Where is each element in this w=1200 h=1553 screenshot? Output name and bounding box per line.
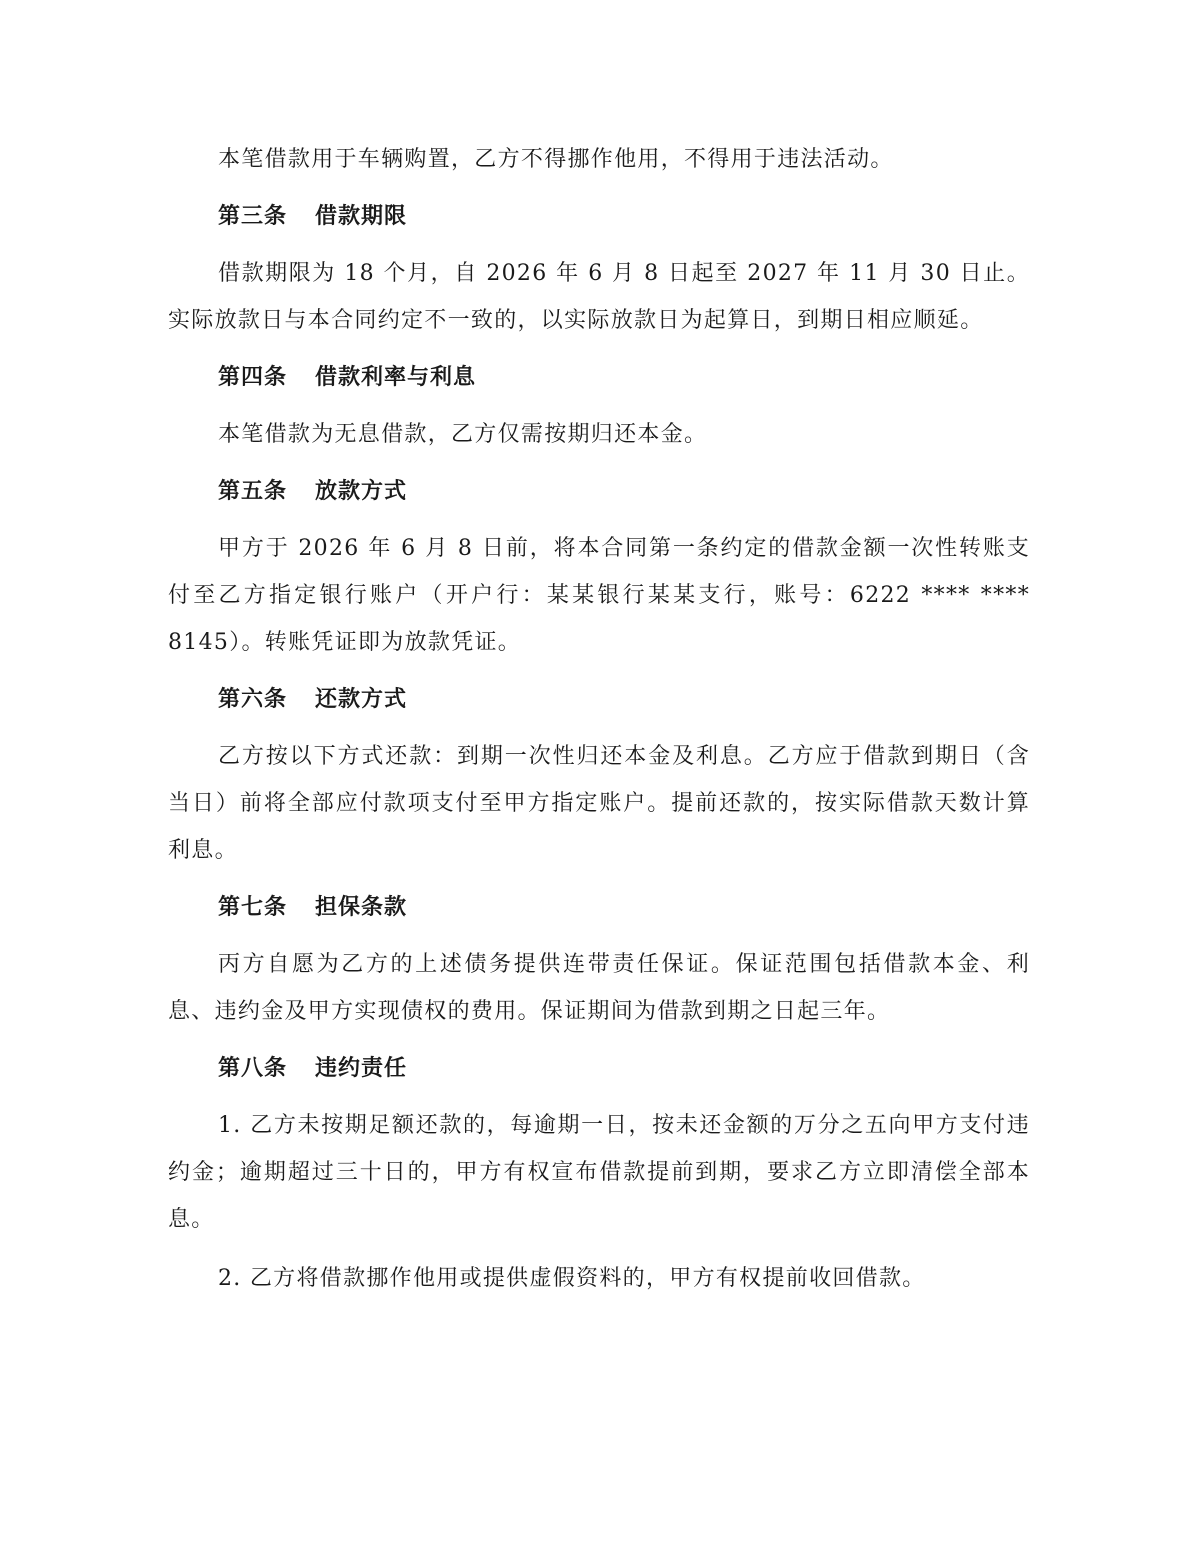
article-6-title: 还款方式 [315, 687, 408, 712]
article-8-item-2: 2. 乙方将借款挪作他用或提供虚假资料的，甲方有权提前收回借款。 [218, 1266, 926, 1291]
article-3-text: 借款期限为 18 个月，自 2026 年 6 月 8 日起至 2027 年 11 月 30 日止。实际放款日与本合同约定不一致的，以实际放款日为起算日，到期日相应顺延。 [168, 261, 1030, 333]
article-7-title: 担保条款 [315, 895, 408, 920]
article-4-text: 本笔借款为无息借款，乙方仅需按期归还本金。 [218, 422, 708, 447]
article-6-text: 乙方按以下方式还款：到期一次性归还本金及利息。乙方应于借款到期日（含当日）前将全部应付款项支付至甲方指定账户。提前还款的，按实际借款天数计算利息。 [168, 744, 1030, 863]
article-5-number: 第五条 [218, 479, 288, 504]
article-4-title: 借款利率与利息 [315, 365, 477, 390]
article-7-text: 丙方自愿为乙方的上述债务提供连带责任保证。保证范围包括借款本金、利息、违约金及甲方实现债权的费用。保证期间为借款到期之日起三年。 [168, 952, 1030, 1024]
article-5-heading [168, 468, 1030, 515]
article-8-heading [168, 1045, 1030, 1092]
article-3-number: 第三条 [218, 204, 288, 229]
article-8-item-1: 1. 乙方未按期足额还款的，每逾期一日，按未还金额的万分之五向甲方支付违约金；逾期超过三十日的，甲方有权宣布借款提前到期，要求乙方立即清偿全部本息。 [168, 1113, 1030, 1232]
loan-purpose-text: 本笔借款用于车辆购置，乙方不得挪作他用，不得用于违法活动。 [218, 147, 894, 172]
article-4-number: 第四条 [218, 365, 288, 390]
article-3-heading [168, 193, 1030, 240]
article-7-heading [168, 884, 1030, 931]
article-7-number: 第七条 [218, 895, 288, 920]
article-6-heading [168, 676, 1030, 723]
contract-body [168, 136, 1030, 1302]
article-5-text: 甲方于 2026 年 6 月 8 日前，将本合同第一条约定的借款金额一次性转账支付至乙方指定银行账户（开户行：某某银行某某支行，账号：6222 **** **** 8145）。转账凭证即为放款凭证。 [168, 536, 1030, 655]
article-8-number: 第八条 [218, 1056, 288, 1081]
article-8-title: 违约责任 [315, 1056, 408, 1081]
article-3-title: 借款期限 [315, 204, 408, 229]
article-5-title: 放款方式 [315, 479, 408, 504]
article-6-number: 第六条 [218, 687, 288, 712]
article-4-heading [168, 354, 1030, 401]
